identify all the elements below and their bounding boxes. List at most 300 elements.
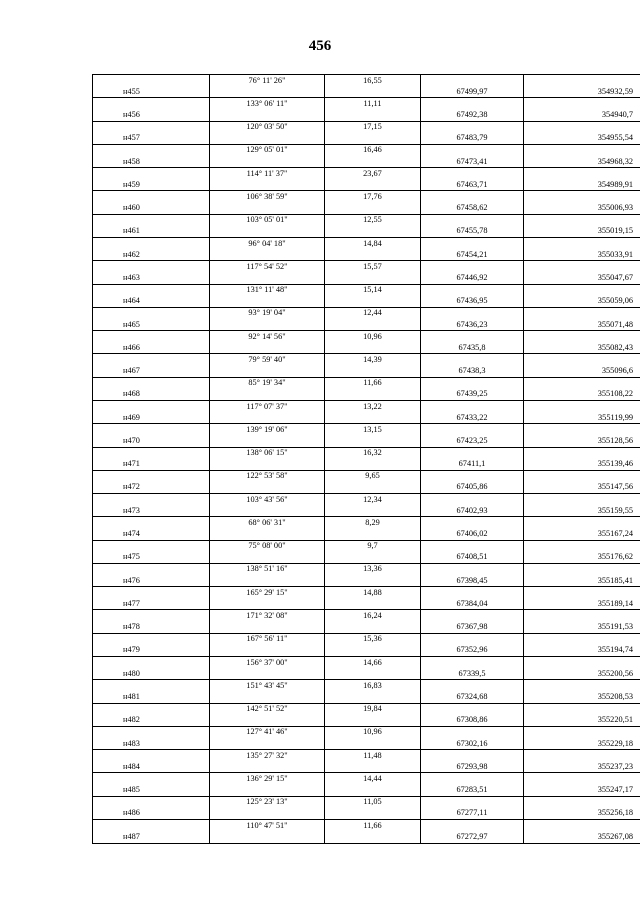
- point-cell: н473: [93, 505, 210, 517]
- length-cell: 12,44: [325, 307, 421, 319]
- x-cell: 67458,62: [421, 203, 524, 215]
- y-cell: 355159,55: [524, 505, 640, 517]
- angle-cell: [210, 505, 325, 517]
- angle-cell: 114° 11' 37": [210, 168, 325, 180]
- x-cell: [421, 517, 524, 529]
- y-cell: [524, 237, 640, 249]
- angle-cell: 142° 51' 52": [210, 703, 325, 715]
- point-cell: н468: [93, 389, 210, 401]
- x-cell: 67283,51: [421, 785, 524, 797]
- y-cell: [524, 587, 640, 599]
- point-cell: [93, 517, 210, 529]
- length-cell: 14,84: [325, 237, 421, 249]
- y-cell: [524, 331, 640, 343]
- point-row: [93, 785, 640, 797]
- angle-cell: 106° 38' 59": [210, 191, 325, 203]
- angle-cell: 131° 11' 48": [210, 284, 325, 296]
- angle-cell: 125° 23' 13": [210, 796, 325, 808]
- angle-cell: [210, 761, 325, 773]
- x-cell: [421, 121, 524, 133]
- point-row: [93, 389, 640, 401]
- point-cell: [93, 98, 210, 110]
- x-cell: 67411,1: [421, 459, 524, 471]
- y-cell: 355119,99: [524, 412, 640, 424]
- length-cell: 11,66: [325, 377, 421, 389]
- length-cell: [325, 622, 421, 634]
- length-cell: [325, 319, 421, 331]
- angle-cell: [210, 668, 325, 680]
- angle-cell: 133° 06' 11": [210, 98, 325, 110]
- angle-cell: 122° 53' 58": [210, 470, 325, 482]
- segment-row: [93, 470, 640, 482]
- length-cell: [325, 575, 421, 587]
- y-cell: [524, 750, 640, 762]
- angle-cell: 127° 41' 46": [210, 726, 325, 738]
- point-cell: [93, 494, 210, 506]
- angle-cell: [210, 598, 325, 610]
- y-cell: [524, 494, 640, 506]
- segment-row: [93, 657, 640, 669]
- length-cell: 16,83: [325, 680, 421, 692]
- point-cell: [93, 354, 210, 366]
- angle-cell: [210, 249, 325, 261]
- x-cell: 67324,68: [421, 691, 524, 703]
- length-cell: 16,24: [325, 610, 421, 622]
- point-cell: н462: [93, 249, 210, 261]
- x-cell: [421, 377, 524, 389]
- segment-row: [93, 563, 640, 575]
- angle-cell: 135° 27' 32": [210, 750, 325, 762]
- y-cell: 355256,18: [524, 808, 640, 820]
- angle-cell: [210, 179, 325, 191]
- point-row: [93, 691, 640, 703]
- angle-cell: 85° 19' 34": [210, 377, 325, 389]
- segment-row: [93, 191, 640, 203]
- y-cell: [524, 377, 640, 389]
- coordinates-table-body: [93, 75, 640, 844]
- angle-cell: [210, 156, 325, 168]
- y-cell: [524, 540, 640, 552]
- y-cell: 355220,51: [524, 715, 640, 727]
- y-cell: 355176,62: [524, 552, 640, 564]
- point-cell: н487: [93, 831, 210, 843]
- point-cell: [93, 400, 210, 412]
- length-cell: 19,84: [325, 703, 421, 715]
- x-cell: [421, 796, 524, 808]
- point-row: [93, 761, 640, 773]
- angle-cell: 75° 08' 00": [210, 540, 325, 552]
- segment-row: [93, 377, 640, 389]
- x-cell: [421, 168, 524, 180]
- angle-cell: 96° 04' 18": [210, 237, 325, 249]
- x-cell: [421, 144, 524, 156]
- x-cell: [421, 726, 524, 738]
- x-cell: [421, 307, 524, 319]
- x-cell: 67463,71: [421, 179, 524, 191]
- x-cell: [421, 587, 524, 599]
- x-cell: 67367,98: [421, 622, 524, 634]
- x-cell: [421, 657, 524, 669]
- point-cell: н459: [93, 179, 210, 191]
- x-cell: 67436,23: [421, 319, 524, 331]
- length-cell: 11,11: [325, 98, 421, 110]
- point-row: [93, 342, 640, 354]
- y-cell: 354932,59: [524, 86, 640, 98]
- angle-cell: 138° 06' 15": [210, 447, 325, 459]
- point-cell: [93, 331, 210, 343]
- length-cell: [325, 86, 421, 98]
- x-cell: 67398,45: [421, 575, 524, 587]
- segment-row: [93, 307, 640, 319]
- length-cell: 8,29: [325, 517, 421, 529]
- y-cell: [524, 773, 640, 785]
- point-row: [93, 482, 640, 494]
- point-row: [93, 249, 640, 261]
- length-cell: 14,39: [325, 354, 421, 366]
- length-cell: 14,44: [325, 773, 421, 785]
- y-cell: [524, 563, 640, 575]
- y-cell: 355047,67: [524, 272, 640, 284]
- y-cell: 355189,14: [524, 598, 640, 610]
- point-cell: н474: [93, 528, 210, 540]
- x-cell: [421, 470, 524, 482]
- x-cell: 67293,98: [421, 761, 524, 773]
- point-cell: н475: [93, 552, 210, 564]
- length-cell: [325, 179, 421, 191]
- angle-cell: [210, 831, 325, 843]
- angle-cell: 92° 14' 56": [210, 331, 325, 343]
- point-cell: н467: [93, 366, 210, 378]
- x-cell: 67435,8: [421, 342, 524, 354]
- length-cell: [325, 366, 421, 378]
- y-cell: 355237,23: [524, 761, 640, 773]
- point-row: [93, 319, 640, 331]
- length-cell: [325, 505, 421, 517]
- point-cell: [93, 540, 210, 552]
- segment-row: [93, 633, 640, 645]
- angle-cell: 151° 43' 45": [210, 680, 325, 692]
- point-row: [93, 203, 640, 215]
- x-cell: [421, 284, 524, 296]
- y-cell: 355247,17: [524, 785, 640, 797]
- point-cell: н460: [93, 203, 210, 215]
- segment-row: [93, 726, 640, 738]
- angle-cell: 117° 54' 52": [210, 261, 325, 273]
- point-cell: [93, 144, 210, 156]
- point-cell: [93, 168, 210, 180]
- x-cell: 67436,95: [421, 296, 524, 308]
- point-cell: н461: [93, 226, 210, 238]
- segment-row: [93, 354, 640, 366]
- length-cell: [325, 272, 421, 284]
- point-cell: н477: [93, 598, 210, 610]
- segment-row: [93, 610, 640, 622]
- length-cell: [325, 412, 421, 424]
- length-cell: 16,32: [325, 447, 421, 459]
- angle-cell: [210, 109, 325, 121]
- point-row: [93, 86, 640, 98]
- length-cell: [325, 715, 421, 727]
- segment-row: [93, 121, 640, 133]
- angle-cell: [210, 575, 325, 587]
- angle-cell: 93° 19' 04": [210, 307, 325, 319]
- point-row: [93, 575, 640, 587]
- segment-row: [93, 750, 640, 762]
- y-cell: [524, 726, 640, 738]
- y-cell: 355033,91: [524, 249, 640, 261]
- point-cell: [93, 284, 210, 296]
- point-row: [93, 715, 640, 727]
- point-cell: н463: [93, 272, 210, 284]
- segment-row: [93, 261, 640, 273]
- point-cell: н465: [93, 319, 210, 331]
- length-cell: 14,88: [325, 587, 421, 599]
- length-cell: [325, 203, 421, 215]
- length-cell: [325, 552, 421, 564]
- point-cell: н480: [93, 668, 210, 680]
- x-cell: [421, 680, 524, 692]
- point-cell: н458: [93, 156, 210, 168]
- y-cell: [524, 680, 640, 692]
- y-cell: 355229,18: [524, 738, 640, 750]
- y-cell: 355191,53: [524, 622, 640, 634]
- y-cell: [524, 214, 640, 226]
- angle-cell: [210, 296, 325, 308]
- angle-cell: [210, 622, 325, 634]
- length-cell: [325, 296, 421, 308]
- x-cell: 67272,97: [421, 831, 524, 843]
- y-cell: [524, 261, 640, 273]
- y-cell: [524, 121, 640, 133]
- y-cell: 355194,74: [524, 645, 640, 657]
- y-cell: 355167,24: [524, 528, 640, 540]
- length-cell: 15,14: [325, 284, 421, 296]
- y-cell: [524, 820, 640, 832]
- coordinates-table: [92, 74, 640, 844]
- x-cell: 67439,25: [421, 389, 524, 401]
- point-cell: н456: [93, 109, 210, 121]
- length-cell: [325, 598, 421, 610]
- y-cell: 355108,22: [524, 389, 640, 401]
- x-cell: [421, 447, 524, 459]
- point-cell: [93, 563, 210, 575]
- x-cell: [421, 75, 524, 87]
- angle-cell: [210, 203, 325, 215]
- segment-row: [93, 331, 640, 343]
- length-cell: 12,34: [325, 494, 421, 506]
- x-cell: 67384,04: [421, 598, 524, 610]
- y-cell: [524, 400, 640, 412]
- point-row: [93, 645, 640, 657]
- angle-cell: 110° 47' 51": [210, 820, 325, 832]
- y-cell: 355208,53: [524, 691, 640, 703]
- point-cell: [93, 75, 210, 87]
- segment-row: [93, 75, 640, 87]
- x-cell: 67438,3: [421, 366, 524, 378]
- point-cell: н469: [93, 412, 210, 424]
- y-cell: [524, 75, 640, 87]
- point-cell: н455: [93, 86, 210, 98]
- length-cell: 11,05: [325, 796, 421, 808]
- y-cell: [524, 657, 640, 669]
- y-cell: [524, 796, 640, 808]
- angle-cell: [210, 691, 325, 703]
- length-cell: [325, 435, 421, 447]
- x-cell: 67302,16: [421, 738, 524, 750]
- y-cell: [524, 168, 640, 180]
- y-cell: 355147,56: [524, 482, 640, 494]
- y-cell: 355200,56: [524, 668, 640, 680]
- x-cell: [421, 773, 524, 785]
- length-cell: 13,22: [325, 400, 421, 412]
- segment-row: [93, 820, 640, 832]
- angle-cell: [210, 738, 325, 750]
- point-row: [93, 179, 640, 191]
- point-row: [93, 459, 640, 471]
- angle-cell: [210, 412, 325, 424]
- segment-row: [93, 796, 640, 808]
- y-cell: [524, 284, 640, 296]
- angle-cell: [210, 389, 325, 401]
- point-cell: н478: [93, 622, 210, 634]
- x-cell: [421, 563, 524, 575]
- y-cell: [524, 424, 640, 436]
- angle-cell: [210, 272, 325, 284]
- point-cell: н472: [93, 482, 210, 494]
- segment-row: [93, 144, 640, 156]
- length-cell: [325, 482, 421, 494]
- x-cell: [421, 610, 524, 622]
- segment-row: [93, 587, 640, 599]
- point-cell: н484: [93, 761, 210, 773]
- angle-cell: [210, 133, 325, 145]
- angle-cell: 156° 37' 00": [210, 657, 325, 669]
- point-cell: [93, 121, 210, 133]
- point-cell: [93, 587, 210, 599]
- angle-cell: 136° 29' 15": [210, 773, 325, 785]
- segment-row: [93, 98, 640, 110]
- length-cell: [325, 831, 421, 843]
- segment-row: [93, 214, 640, 226]
- point-cell: [93, 820, 210, 832]
- x-cell: [421, 703, 524, 715]
- angle-cell: [210, 482, 325, 494]
- y-cell: [524, 610, 640, 622]
- x-cell: 67433,22: [421, 412, 524, 424]
- y-cell: 355139,46: [524, 459, 640, 471]
- x-cell: 67454,21: [421, 249, 524, 261]
- length-cell: [325, 389, 421, 401]
- x-cell: 67483,79: [421, 133, 524, 145]
- angle-cell: [210, 808, 325, 820]
- angle-cell: 117° 07' 37": [210, 400, 325, 412]
- x-cell: [421, 98, 524, 110]
- point-cell: [93, 773, 210, 785]
- point-row: [93, 296, 640, 308]
- angle-cell: [210, 366, 325, 378]
- point-cell: н464: [93, 296, 210, 308]
- point-row: [93, 552, 640, 564]
- point-cell: [93, 680, 210, 692]
- segment-row: [93, 237, 640, 249]
- angle-cell: 167° 56' 11": [210, 633, 325, 645]
- segment-row: [93, 773, 640, 785]
- x-cell: 67492,38: [421, 109, 524, 121]
- angle-cell: [210, 319, 325, 331]
- length-cell: [325, 691, 421, 703]
- length-cell: [325, 785, 421, 797]
- length-cell: [325, 226, 421, 238]
- angle-cell: 138° 51' 16": [210, 563, 325, 575]
- segment-row: [93, 680, 640, 692]
- point-cell: [93, 237, 210, 249]
- angle-cell: [210, 459, 325, 471]
- segment-row: [93, 168, 640, 180]
- length-cell: [325, 459, 421, 471]
- point-cell: н470: [93, 435, 210, 447]
- angle-cell: [210, 528, 325, 540]
- angle-cell: 79° 59' 40": [210, 354, 325, 366]
- page-number: 456: [308, 38, 332, 54]
- length-cell: 23,67: [325, 168, 421, 180]
- x-cell: [421, 261, 524, 273]
- y-cell: 355267,08: [524, 831, 640, 843]
- length-cell: [325, 761, 421, 773]
- point-cell: [93, 377, 210, 389]
- y-cell: [524, 354, 640, 366]
- length-cell: [325, 109, 421, 121]
- x-cell: [421, 750, 524, 762]
- y-cell: 355096,6: [524, 366, 640, 378]
- angle-cell: [210, 785, 325, 797]
- y-cell: 355071,48: [524, 319, 640, 331]
- x-cell: 67277,11: [421, 808, 524, 820]
- point-row: [93, 598, 640, 610]
- x-cell: [421, 354, 524, 366]
- segment-row: [93, 703, 640, 715]
- segment-row: [93, 447, 640, 459]
- x-cell: 67423,25: [421, 435, 524, 447]
- angle-cell: 165° 29' 15": [210, 587, 325, 599]
- length-cell: 15,36: [325, 633, 421, 645]
- point-cell: н482: [93, 715, 210, 727]
- y-cell: 355006,93: [524, 203, 640, 215]
- point-row: [93, 109, 640, 121]
- segment-row: [93, 494, 640, 506]
- length-cell: 11,66: [325, 820, 421, 832]
- point-row: [93, 831, 640, 843]
- length-cell: 12,55: [325, 214, 421, 226]
- point-cell: [93, 191, 210, 203]
- angle-cell: 120° 03' 50": [210, 121, 325, 133]
- length-cell: 9,65: [325, 470, 421, 482]
- point-cell: н486: [93, 808, 210, 820]
- point-cell: [93, 261, 210, 273]
- x-cell: 67473,41: [421, 156, 524, 168]
- length-cell: [325, 249, 421, 261]
- angle-cell: 139° 19' 06": [210, 424, 325, 436]
- segment-row: [93, 424, 640, 436]
- point-row: [93, 808, 640, 820]
- length-cell: [325, 738, 421, 750]
- point-cell: н481: [93, 691, 210, 703]
- angle-cell: [210, 552, 325, 564]
- x-cell: 67455,78: [421, 226, 524, 238]
- point-row: [93, 505, 640, 517]
- length-cell: 13,15: [325, 424, 421, 436]
- y-cell: 355019,15: [524, 226, 640, 238]
- length-cell: [325, 808, 421, 820]
